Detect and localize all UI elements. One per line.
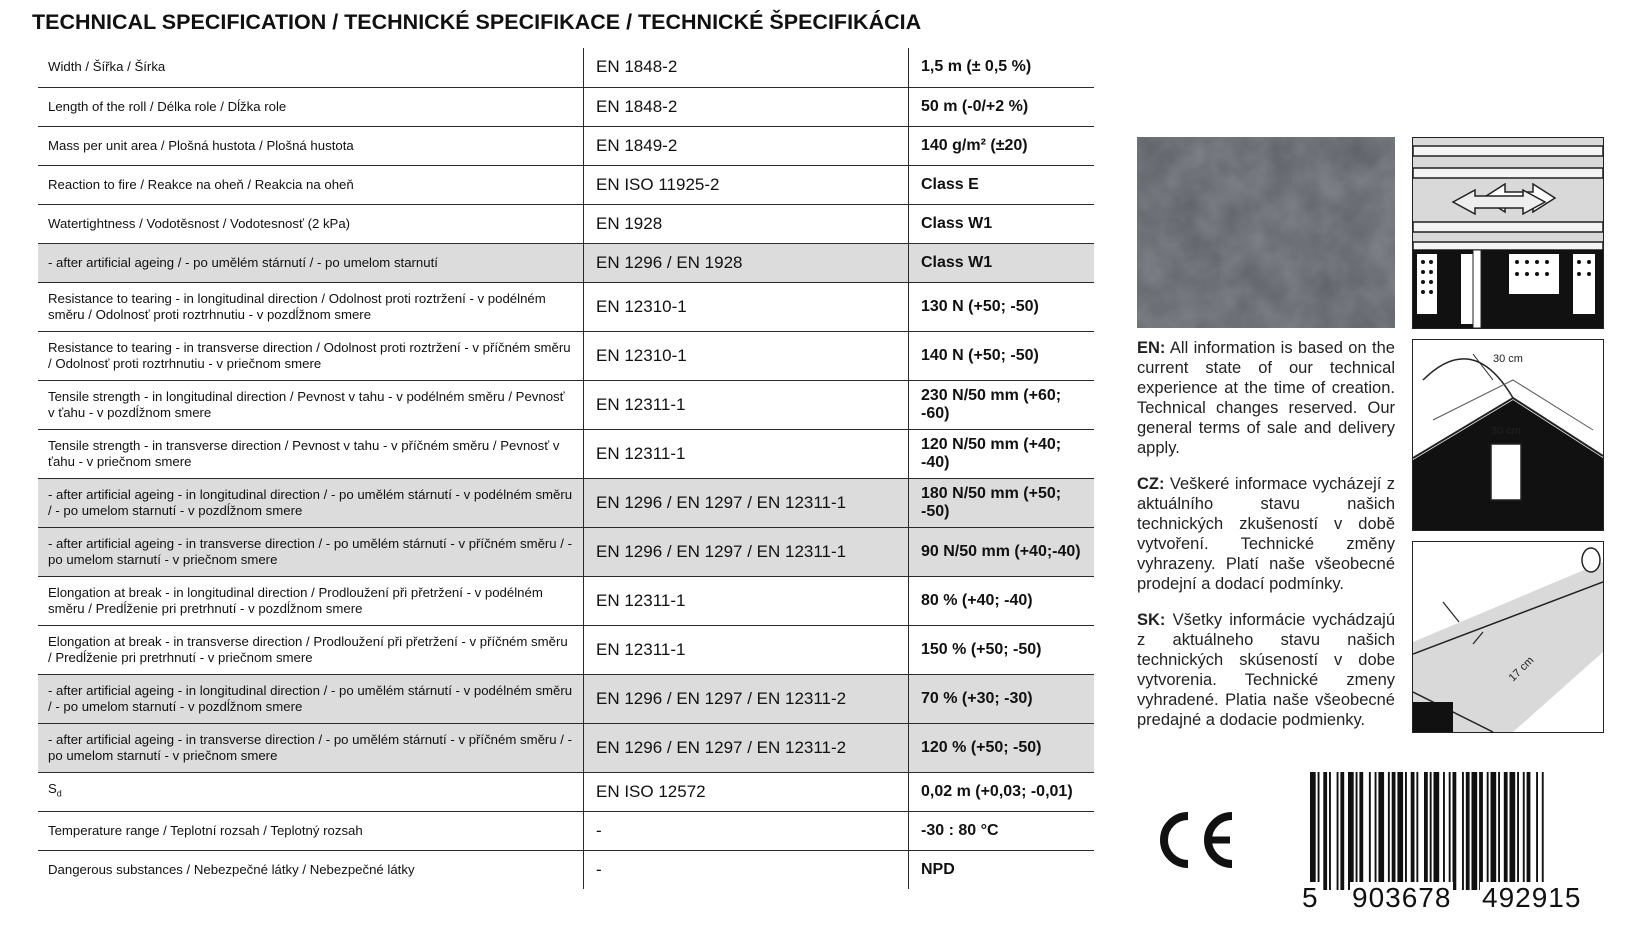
spec-property: Reaction to fire / Reakce na oheň / Reakcia na oheň (38, 165, 584, 204)
spec-row (38, 165, 1094, 204)
spec-property: Elongation at break - in longitudinal direction / Prodloužení při přetržení - v podélném směru / Predĺženie pri pretrhnutí - v pozdĺžnom smere (38, 576, 584, 625)
overlap-top-label: 30 cm (1493, 353, 1523, 365)
barcode-bar (1504, 772, 1508, 890)
barcode-bar (1329, 772, 1331, 890)
barcode-bar (1487, 772, 1489, 890)
spec-standard: EN 1296 / EN 1297 / EN 12311-2 (584, 723, 909, 772)
spec-row (38, 772, 1094, 811)
barcode-bar (1491, 772, 1497, 890)
spec-value: Class W1 (909, 243, 1095, 282)
barcode-bar (1359, 772, 1363, 890)
spec-property: $S_d$ (38, 772, 584, 811)
spec-value: 120 N/50 mm (+40; -40) (909, 429, 1095, 478)
barcode-first-digit: 5 (1302, 882, 1319, 913)
barcode-bar (1369, 772, 1371, 890)
barcode-bar (1443, 772, 1445, 890)
spec-standard: EN 12311-1 (584, 625, 909, 674)
barcode-bar (1337, 772, 1339, 890)
spec-standard: EN 12310-1 (584, 331, 909, 380)
spec-row (38, 48, 1094, 87)
spec-property: Temperature range / Teplotní rozsah / Teplotný rozsah (38, 811, 584, 850)
info-block (1137, 338, 1395, 746)
spec-standard: EN 12311-1 (584, 429, 909, 478)
page-title: TECHNICAL SPECIFICATION / TECHNICKÉ SPECIFIKACE / TECHNICKÉ ŠPECIFIKÁCIA (32, 10, 922, 34)
spec-row (38, 723, 1094, 772)
barcode-bar (1405, 772, 1407, 890)
barcode-right-group: 492915 (1482, 882, 1582, 913)
info-cz-label: CZ: (1137, 475, 1165, 493)
spec-row (38, 576, 1094, 625)
spec-standard: EN 12311-1 (584, 576, 909, 625)
spec-standard: EN 1849-2 (584, 126, 909, 165)
info-en (1137, 338, 1395, 458)
barcode-bar (1323, 772, 1327, 890)
barcode-bar (1416, 772, 1418, 890)
barcode-bar (1340, 772, 1344, 890)
spec-value: Class E (909, 165, 1095, 204)
spec-value: 230 N/50 mm (+60; -60) (909, 380, 1095, 429)
spec-standard: EN 1848-2 (584, 48, 909, 87)
spec-property: Resistance to tearing - in transverse direction / Odolnost proti roztržení - v příčném směru / Odolnosť proti roztrhnutiu - v priečnom smere (38, 331, 584, 380)
spec-value: 120 % (+50; -50) (909, 723, 1095, 772)
spec-row (38, 282, 1094, 331)
info-sk (1137, 610, 1395, 730)
barcode-bar (1397, 772, 1403, 890)
spec-row (38, 527, 1094, 576)
spec-property: Width / Šířka / Šírka (38, 48, 584, 87)
spec-property: Dangerous substances / Nebezpečné látky / Nebezpečné látky (48, 861, 415, 877)
spec-standard: EN 1296 / EN 1297 / EN 12311-1 (584, 478, 909, 527)
roll-overlap-diagram (1412, 541, 1604, 733)
spec-property: Elongation at break - in transverse direction / Prodloužení při přetržení - v příčném směru / Predĺženie pri pretrhnutí - v priečnom smere (38, 625, 584, 674)
overlap-roll-label: 17 cm (1506, 654, 1537, 685)
barcode-bar (1517, 772, 1519, 890)
barcode-bar (1527, 772, 1531, 890)
info-cz (1137, 474, 1395, 594)
spec-row (38, 478, 1094, 527)
spec-value: 70 % (+30; -30) (909, 674, 1095, 723)
spec-standard: EN 12311-1 (584, 380, 909, 429)
spec-standard: EN 1296 / EN 1297 / EN 12311-1 (584, 527, 909, 576)
barcode-bar (1424, 772, 1428, 890)
spec-property: Tensile strength - in transverse direction / Pevnost v tahu - v příčném směru / Pevnosť v ťahu - v priečnom smere (38, 429, 584, 478)
spec-property: Mass per unit area / Plošná hustota / Plošná hustota (38, 126, 584, 165)
spec-value: 140 N (+50; -50) (909, 331, 1095, 380)
spec-property: Watertightness / Vodotěsnost / Vodotesnosť (2 kPa) (38, 204, 584, 243)
spec-value: NPD (921, 860, 955, 878)
spec-value: 80 % (+40; -40) (909, 576, 1095, 625)
info-en-text: All information is based on the current state of our technical experience at the time of creation. Technical changes reserved. Our general terms of sale and delivery apply. (1137, 339, 1395, 457)
spec-value: Class W1 (909, 204, 1095, 243)
barcode-bar (1462, 772, 1464, 890)
spec-standard: - (584, 811, 909, 850)
barcode-bar (1510, 772, 1516, 890)
spec-value: 90 N/50 mm (+40;-40) (909, 527, 1095, 576)
spec-value: 130 N (+50; -50) (909, 282, 1095, 331)
spec-value: 150 % (+50; -50) (909, 625, 1095, 674)
spec-standard: EN 12310-1 (584, 282, 909, 331)
barcode-bar (1434, 772, 1440, 890)
barcode-bar (1472, 772, 1478, 890)
overlap-side-label: 30 cm (1491, 425, 1521, 437)
spec-property: Length of the roll / Délka role / Dĺžka role (38, 87, 584, 126)
spec-standard: EN 1296 / EN 1928 (584, 243, 909, 282)
spec-standard: EN ISO 11925-2 (584, 165, 909, 204)
spec-row (38, 674, 1094, 723)
spec-row (38, 126, 1094, 165)
membrane-sample-photo (1137, 137, 1395, 328)
barcode-bar (1356, 772, 1358, 890)
barcode-bar (1453, 772, 1457, 890)
barcode-bar (1498, 772, 1500, 890)
spec-property: - after artificial ageing - in transverse direction / - po umělém stárnutí - v příčném směru / - po umelom starnutí - v priečnom smere (38, 723, 584, 772)
barcode-left-group: 903678 (1352, 882, 1452, 913)
spec-standard: EN 1296 / EN 1297 / EN 12311-2 (584, 674, 909, 723)
info-cz-text: Veškeré informace vycházejí z aktuálního stavu našich technických zkušeností v době vytvoření. Technické změny vyhrazeny. Platí naše všeobecné prodejní a dodací podmínky. (1137, 475, 1395, 593)
spec-property: Tensile strength - in longitudinal direction / Pevnost v tahu - v podélném směru / Pevnosť v ťahu - v pozdĺžnom smere (38, 380, 584, 429)
spec-property: - after artificial ageing - in longitudinal direction / - po umělém stárnutí - v podélném směru / - po umelom starnutí - v pozdĺžnom smere (38, 674, 584, 723)
barcode-bar (1466, 772, 1470, 890)
spec-row (38, 87, 1094, 126)
spec-value: 0,02 m (+0,03; -0,01) (909, 772, 1095, 811)
barcode-bar (1523, 772, 1525, 890)
spec-row (38, 331, 1094, 380)
spec-standard: EN ISO 12572 (584, 772, 909, 811)
spec-property: - after artificial ageing - in transverse direction / - po umělém stárnutí - v příčném směru / - po umelom starnutí - v priečnom smere (38, 527, 584, 576)
ce-mark (1152, 810, 1238, 875)
spec-value: 180 N/50 mm (+50; -50) (909, 478, 1095, 527)
barcode-bar (1348, 772, 1354, 890)
info-sk-label: SK: (1137, 611, 1166, 629)
spec-row (38, 429, 1094, 478)
spec-value: 140 g/m² (±20) (909, 126, 1095, 165)
spec-value: 1,5 m (± 0,5 %) (909, 48, 1095, 87)
spec-property: - after artificial ageing - in longitudinal direction / - po umělém stárnutí - v podélném směru / - po umelom starnutí - v pozdĺžnom smere (38, 478, 584, 527)
spec-row (38, 380, 1094, 429)
info-en-label: EN: (1137, 339, 1166, 357)
barcode-bar (1449, 772, 1451, 890)
spec-table (38, 48, 1094, 889)
ridge-overlap-diagram (1412, 339, 1604, 531)
spec-standard: EN 1928 (584, 204, 909, 243)
barcode-bar (1388, 772, 1390, 890)
barcode-bar (1411, 772, 1415, 890)
spec-row (38, 850, 1094, 889)
spec-standard: - (584, 850, 909, 889)
barcode-bar (1375, 772, 1377, 890)
spec-row (38, 204, 1094, 243)
spec-row (38, 811, 1094, 850)
spec-value: -30 : 80 °C (909, 811, 1095, 850)
spec-row (38, 243, 1094, 282)
spec-property: Resistance to tearing - in longitudinal direction / Odolnost proti roztržení - v podélném směru / Odolnosť proti roztrhnutiu - v pozdĺžnom smere (38, 282, 584, 331)
spec-property: - after artificial ageing / - po umělém stárnutí / - po umelom starnutí (38, 243, 584, 282)
barcode-bar (1392, 772, 1396, 890)
spec-row (38, 625, 1094, 674)
spec-value: 50 m (-0/+2 %) (909, 87, 1095, 126)
ventilation-diagram (1412, 137, 1604, 329)
barcode-bar (1378, 772, 1384, 890)
barcode-bar (1479, 772, 1483, 890)
info-sk-text: Všetky informácie vychádzajú z aktuálneho stavu našich technických skúseností v dobe vytvorenia. Technické zmeny vyhradené. Platia naše všeobecné predajné a dodacie podmienky. (1137, 611, 1395, 729)
spec-standard: EN 1848-2 (584, 87, 909, 126)
